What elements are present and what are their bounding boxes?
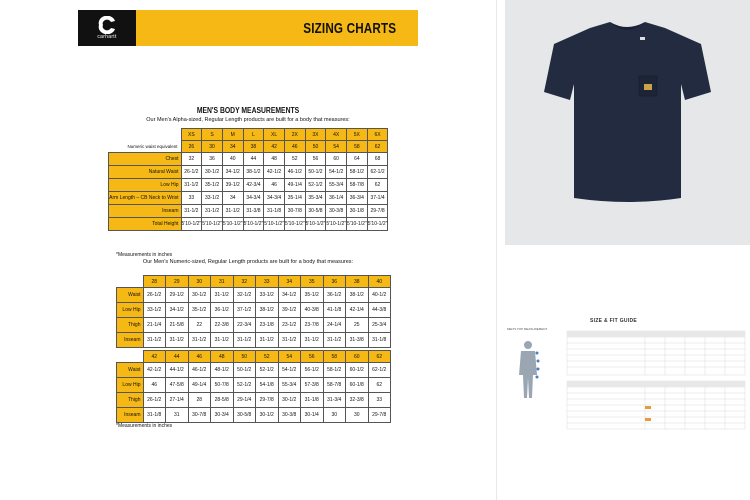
corner-cell xyxy=(117,276,144,288)
size-header-row xyxy=(109,129,388,141)
corner-cell xyxy=(117,351,144,363)
table-cell: 26 xyxy=(181,141,202,153)
table-cell: 5'10-1/2" xyxy=(264,218,285,231)
table-cell: 60-1/2 xyxy=(346,363,369,378)
size-header: 34 xyxy=(278,276,301,288)
table-cell: 31-1/2 xyxy=(278,333,301,348)
table-cell: 29-1/4 xyxy=(233,393,256,408)
table-row xyxy=(117,378,391,393)
table-cell: 30-1/2 xyxy=(202,166,223,179)
table-cell: 62 xyxy=(367,141,388,153)
size-header: XL xyxy=(264,129,285,141)
table-cell: 62-1/2 xyxy=(367,166,388,179)
size-header: XS xyxy=(181,129,202,141)
size-header: 58 xyxy=(323,351,346,363)
size-header: 40 xyxy=(368,276,391,288)
table-cell: 46-1/2 xyxy=(284,166,305,179)
table-cell: 30-1/2 xyxy=(278,393,301,408)
table-cell: 58-7/8 xyxy=(347,179,368,192)
table-cell: 30-7/8 xyxy=(284,205,305,218)
table-row xyxy=(117,318,391,333)
size-header: 31 xyxy=(211,276,234,288)
table-cell: 42-1/4 xyxy=(346,303,369,318)
table-cell: 54-1/2 xyxy=(278,363,301,378)
table-row xyxy=(109,205,388,218)
size-header: 28 xyxy=(143,276,166,288)
table-cell: 46 xyxy=(284,141,305,153)
table-cell: 36-1/2 xyxy=(323,288,346,303)
table-cell: 34-3/4 xyxy=(243,192,264,205)
tshirt-image xyxy=(505,0,750,245)
row-label: Waist xyxy=(117,288,144,303)
table-cell: 5'10-1/2" xyxy=(305,218,326,231)
table-cell: 54-1/8 xyxy=(256,378,279,393)
table-cell: 34 xyxy=(222,141,243,153)
table-cell: 22 xyxy=(188,318,211,333)
table-row xyxy=(117,333,391,348)
page-title: SIZING CHARTS xyxy=(302,19,396,37)
table-row xyxy=(117,393,391,408)
size-header: 48 xyxy=(211,351,234,363)
size-header-row xyxy=(117,351,391,363)
table-cell: 56-1/2 xyxy=(301,363,324,378)
table-cell: 55-3/4 xyxy=(278,378,301,393)
table-cell: 31-1/2 xyxy=(211,288,234,303)
table-cell: 46 xyxy=(143,378,166,393)
table-cell: 31 xyxy=(166,408,189,423)
size-header: 52 xyxy=(256,351,279,363)
size-header: 38 xyxy=(346,276,369,288)
table-cell: 36-1/4 xyxy=(326,192,347,205)
size-header: 4X xyxy=(326,129,347,141)
table-cell: 58-7/8 xyxy=(323,378,346,393)
table-cell: 27-1/4 xyxy=(166,393,189,408)
row-label: Total Height xyxy=(109,218,182,231)
table-cell: 23-1/8 xyxy=(256,318,279,333)
row-label: Inseam xyxy=(117,408,144,423)
table-cell: 36-3/4 xyxy=(347,192,368,205)
table-cell: 28-5/8 xyxy=(211,393,234,408)
row-label: Thigh xyxy=(117,318,144,333)
divider xyxy=(496,0,497,500)
table-cell: 57-3/8 xyxy=(301,378,324,393)
table-row xyxy=(109,218,388,231)
corner-cell xyxy=(109,129,182,141)
table-cell: 34-1/2 xyxy=(222,166,243,179)
table-cell: 5'10-1/2" xyxy=(284,218,305,231)
row-label: Natural Waist xyxy=(109,166,182,179)
table-cell: 62-1/2 xyxy=(368,363,391,378)
table-cell: 35-1/2 xyxy=(202,179,223,192)
table-cell: 31-1/2 xyxy=(143,333,166,348)
table-cell: 44-1/2 xyxy=(166,363,189,378)
table-cell: 35-3/4 xyxy=(305,192,326,205)
table-cell: 49-1/4 xyxy=(284,179,305,192)
fit-guide-table-2 xyxy=(567,381,745,429)
table-cell: 31-1/2 xyxy=(301,333,324,348)
table-cell: 42-1/2 xyxy=(143,363,166,378)
size-header: 29 xyxy=(166,276,189,288)
table-row xyxy=(109,153,388,166)
size-header: 5X xyxy=(347,129,368,141)
table-cell: 30-3/4 xyxy=(211,408,234,423)
table-row xyxy=(109,166,388,179)
size-header: L xyxy=(243,129,264,141)
product-photo xyxy=(505,0,750,245)
table-cell: 42 xyxy=(264,141,285,153)
row-label: Low Hip xyxy=(109,179,182,192)
table-cell: 36 xyxy=(202,153,223,166)
table-cell: 50-1/2 xyxy=(305,166,326,179)
table-cell: 60-1/8 xyxy=(346,378,369,393)
table-cell: 48-1/2 xyxy=(211,363,234,378)
table-cell: 39-1/2 xyxy=(222,179,243,192)
size-header: 32 xyxy=(233,276,256,288)
table-cell: 29-7/8 xyxy=(368,408,391,423)
table-cell: 62 xyxy=(368,378,391,393)
table-cell: 31-1/2 xyxy=(211,333,234,348)
row-label: Low Hip xyxy=(117,378,144,393)
table-cell: 31-1/8 xyxy=(368,333,391,348)
table-cell: 44 xyxy=(243,153,264,166)
fit-guide-table-1 xyxy=(567,331,745,375)
size-header: 2X xyxy=(284,129,305,141)
table-cell: 21-1/4 xyxy=(143,318,166,333)
table-cell: 34 xyxy=(222,192,243,205)
table-cell: 31-1/2 xyxy=(323,333,346,348)
table-cell: 31-3/8 xyxy=(243,205,264,218)
title-banner xyxy=(136,10,418,46)
table-row xyxy=(117,363,391,378)
logo-text: carhartt xyxy=(97,34,117,40)
table-row xyxy=(109,179,388,192)
table-cell: 31-1/2 xyxy=(181,179,202,192)
table-cell: 58-1/2 xyxy=(323,363,346,378)
table-cell: 23-1/2 xyxy=(278,318,301,333)
table-cell: 34-3/4 xyxy=(264,192,285,205)
table-cell: 21-5/8 xyxy=(166,318,189,333)
size-header: 35 xyxy=(301,276,324,288)
size-header: 3X xyxy=(305,129,326,141)
table-cell: 26-1/2 xyxy=(181,166,202,179)
table-cell: 52-1/2 xyxy=(256,363,279,378)
table-cell: 42-3/4 xyxy=(243,179,264,192)
table-cell: 22-3/8 xyxy=(211,318,234,333)
numeric-size-table-1 xyxy=(116,275,391,348)
table-cell: 58 xyxy=(347,141,368,153)
table-row xyxy=(109,192,388,205)
size-header-row xyxy=(117,276,391,288)
table-cell: 37-1/4 xyxy=(367,192,388,205)
size-header: 33 xyxy=(256,276,279,288)
table-cell: 26-1/2 xyxy=(143,288,166,303)
fit-guide-left-title: MEN'S TOP MEASUREMENT xyxy=(507,327,548,331)
table-cell: 25 xyxy=(346,318,369,333)
table-cell: 58-1/2 xyxy=(347,166,368,179)
table-cell: 31-3/8 xyxy=(346,333,369,348)
size-header: 54 xyxy=(278,351,301,363)
table-cell: 38-1/2 xyxy=(243,166,264,179)
size-header: 60 xyxy=(346,351,369,363)
numeric-section-subtitle: Our Men's Numeric-sized, Regular Length products are built for a body that measures: xyxy=(142,259,354,265)
table-cell: 30 xyxy=(202,141,223,153)
row-label: Arm Length – CB Neck to Wrist xyxy=(109,192,182,205)
table-cell: 56 xyxy=(305,153,326,166)
numeric-note: *Measurements in inches xyxy=(116,423,173,429)
size-header: 6X xyxy=(367,129,388,141)
table-cell: 5'10-1/2" xyxy=(326,218,347,231)
table-cell: 30-1/2 xyxy=(188,288,211,303)
table-cell: 32-1/2 xyxy=(233,288,256,303)
table-cell: 30-5/8 xyxy=(233,408,256,423)
table-cell: 30-5/8 xyxy=(305,205,326,218)
table-cell: 5'10-1/2" xyxy=(222,218,243,231)
table-cell: 29-1/2 xyxy=(166,288,189,303)
table-cell: 55-3/4 xyxy=(326,179,347,192)
table-cell: 31-1/8 xyxy=(264,205,285,218)
table-cell: 35-1/4 xyxy=(284,192,305,205)
table-cell: 25-3/4 xyxy=(368,318,391,333)
table-cell: 39-1/2 xyxy=(278,303,301,318)
table-cell: 30-1/4 xyxy=(301,408,324,423)
alpha-section-title: MEN'S BODY MEASUREMENTS xyxy=(196,106,300,115)
table-cell: 33 xyxy=(181,192,202,205)
table-cell: 31-1/2 xyxy=(181,205,202,218)
table-cell: 31-1/2 xyxy=(256,333,279,348)
table-cell: 49-1/4 xyxy=(188,378,211,393)
table-row xyxy=(117,303,391,318)
table-cell: 32 xyxy=(181,153,202,166)
alpha-size-table xyxy=(108,128,388,231)
fit-guide-graphic xyxy=(505,253,750,500)
table-cell: 33 xyxy=(368,393,391,408)
table-cell: 38-1/2 xyxy=(346,288,369,303)
table-cell: 42-1/2 xyxy=(264,166,285,179)
table-cell: 5'10-1/2" xyxy=(347,218,368,231)
table-cell: 36-1/2 xyxy=(211,303,234,318)
sizing-chart-document xyxy=(78,10,418,440)
table-cell: 50-1/2 xyxy=(233,363,256,378)
size-header: S xyxy=(202,129,223,141)
size-header: 44 xyxy=(166,351,189,363)
table-cell: 30 xyxy=(346,408,369,423)
size-header: 30 xyxy=(188,276,211,288)
table-cell: 40 xyxy=(222,153,243,166)
table-cell: 30-3/8 xyxy=(326,205,347,218)
table-cell: 30-3/8 xyxy=(278,408,301,423)
body-figure xyxy=(519,341,537,398)
table-cell: 31-1/2 xyxy=(166,333,189,348)
waist-equivalent-row xyxy=(109,141,388,153)
table-cell: 31-1/2 xyxy=(188,333,211,348)
table-cell: 29-7/8 xyxy=(256,393,279,408)
table-cell: 31-1/8 xyxy=(301,393,324,408)
table-cell: 29-7/8 xyxy=(367,205,388,218)
table-cell: 37-1/2 xyxy=(233,303,256,318)
row-label: Low Hip xyxy=(117,303,144,318)
row-label: Numeric waist equivalent xyxy=(127,143,178,149)
size-header: 46 xyxy=(188,351,211,363)
table-cell: 22-3/4 xyxy=(233,318,256,333)
table-cell: 32-3/8 xyxy=(346,393,369,408)
table-row xyxy=(117,288,391,303)
table-cell: 33-1/2 xyxy=(202,192,223,205)
table-cell: 34-1/2 xyxy=(166,303,189,318)
table-cell: 54-1/2 xyxy=(326,166,347,179)
table-cell: 40-3/8 xyxy=(301,303,324,318)
row-label: Waist xyxy=(117,363,144,378)
table-cell: 31-1/2 xyxy=(202,205,223,218)
table-cell: 26-1/2 xyxy=(143,393,166,408)
table-cell: 46 xyxy=(264,179,285,192)
table-cell: 5'10-1/2" xyxy=(202,218,223,231)
fit-guide-title: SIZE & FIT GUIDE xyxy=(590,318,638,324)
table-cell: 30 xyxy=(323,408,346,423)
table-cell: 30-1/8 xyxy=(347,205,368,218)
table-cell: 47-5/8 xyxy=(166,378,189,393)
size-header: 50 xyxy=(233,351,256,363)
table-cell: 33-1/2 xyxy=(256,288,279,303)
table-cell: 5'10-1/2" xyxy=(181,218,202,231)
table-cell: 48 xyxy=(264,153,285,166)
table-cell: 52-1/2 xyxy=(305,179,326,192)
size-header: M xyxy=(222,129,243,141)
table-cell: 31-1/2 xyxy=(222,205,243,218)
table-cell: 40-1/2 xyxy=(368,288,391,303)
table-cell: 50 xyxy=(305,141,326,153)
table-cell: 24-1/4 xyxy=(323,318,346,333)
table-cell: 52-1/2 xyxy=(233,378,256,393)
table-cell: 52 xyxy=(284,153,305,166)
table-cell: 64 xyxy=(347,153,368,166)
table-row xyxy=(117,408,391,423)
table-cell: 5'10-1/2" xyxy=(243,218,264,231)
table-cell: 31-1/2 xyxy=(233,333,256,348)
table-cell: 35-1/2 xyxy=(301,288,324,303)
carhartt-c-icon xyxy=(96,16,118,34)
table-cell: 68 xyxy=(367,153,388,166)
size-fit-guide xyxy=(505,253,750,500)
size-header: 56 xyxy=(301,351,324,363)
alpha-section-subtitle: Our Men's Alpha-sized, Regular Length products are built for a body that measures: xyxy=(146,117,350,123)
table-cell: 54 xyxy=(326,141,347,153)
alpha-note: *Measurements in inches xyxy=(116,252,173,258)
table-cell: 33-1/2 xyxy=(143,303,166,318)
numeric-size-table-2 xyxy=(116,350,391,423)
table-cell: 35-1/2 xyxy=(188,303,211,318)
row-label: Inseam xyxy=(117,333,144,348)
row-label: Chest xyxy=(109,153,182,166)
table-cell: 41-1/8 xyxy=(323,303,346,318)
size-header: 62 xyxy=(368,351,391,363)
row-label: Thigh xyxy=(117,393,144,408)
carhartt-logo xyxy=(78,10,136,46)
row-label: Inseam xyxy=(109,205,182,218)
table-cell: 62 xyxy=(367,179,388,192)
table-cell: 30-1/2 xyxy=(256,408,279,423)
table-cell: 44-3/8 xyxy=(368,303,391,318)
table-cell: 38-1/2 xyxy=(256,303,279,318)
table-cell: 30-7/8 xyxy=(188,408,211,423)
table-cell: 31-1/8 xyxy=(143,408,166,423)
table-cell: 34-1/2 xyxy=(278,288,301,303)
table-cell: 60 xyxy=(326,153,347,166)
table-cell: 50-7/8 xyxy=(211,378,234,393)
size-header: 42 xyxy=(143,351,166,363)
sizing-chart-header xyxy=(78,10,418,46)
table-cell: 31-3/4 xyxy=(323,393,346,408)
table-cell: 23-7/8 xyxy=(301,318,324,333)
table-cell: 28 xyxy=(188,393,211,408)
table-cell: 5'10-1/2" xyxy=(367,218,388,231)
size-header: 36 xyxy=(323,276,346,288)
table-cell: 38 xyxy=(243,141,264,153)
table-cell: 46-1/2 xyxy=(188,363,211,378)
